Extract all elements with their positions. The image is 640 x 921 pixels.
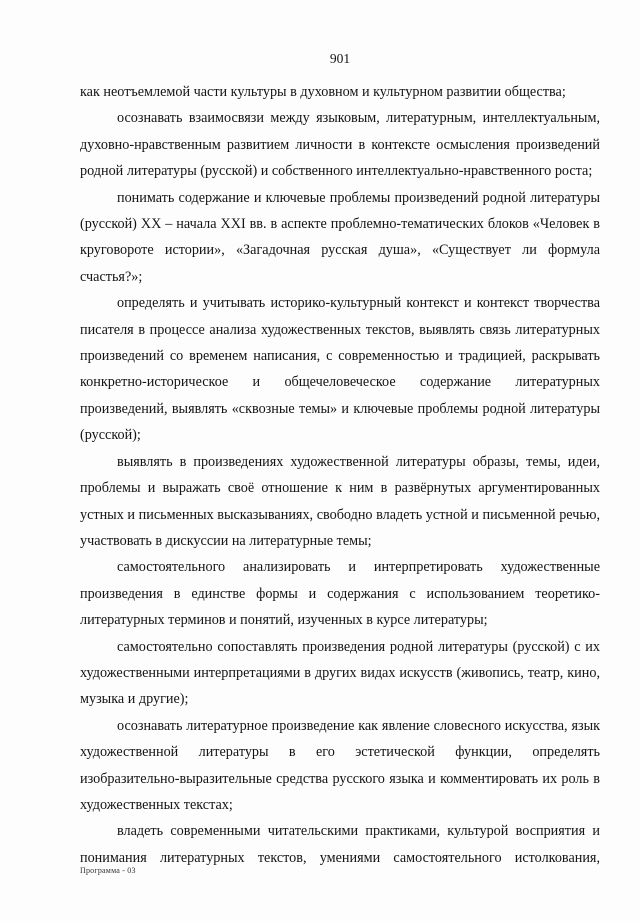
paragraph: самостоятельного анализировать и интерпретировать художественные произведения в единстве формы и содержания с использованием теоретико-литературных терминов и понятий, изученных в курсе литературы;	[80, 559, 600, 629]
page-number: 901	[329, 51, 351, 66]
paragraph: определять и учитывать историко-культурный контекст и контекст творчества писателя в процессе анализа художественных текстов, выявлять связь литературных произведений со временем написания, с современностью и традицией, раскрывать конкретно-историческое и общечеловеческое содержание литературных произведений, выявлять «сквозные темы» и ключевые проблемы родной литературы (русской);	[80, 295, 600, 444]
page-footer: Программа - 03	[80, 866, 136, 875]
paragraph: владеть современными читательскими практиками, культурой восприятия и понимания литературных текстов, умениями самостоятельного истолкования,	[80, 823, 600, 866]
paragraph: выявлять в произведениях художественной литературы образы, темы, идеи, проблемы и выражать своё отношение к ним в развёрнутых аргументированных устных и письменных высказываниях, свободно владеть устной и письменной речью, участвовать в дискуссии на литературные темы;	[80, 453, 600, 549]
paragraph: осознавать взаимосвязи между языковым, литературным, интеллектуальным, духовно-нравственным развитием личности в контексте осмысления произведений родной литературы (русской) и собственного интеллектуально-нравственного роста;	[80, 110, 600, 180]
paragraph: самостоятельно сопоставлять произведения родной литературы (русской) с их художественными интерпретациями в других видах искусств (живопись, театр, кино, музыка и другие);	[80, 638, 600, 708]
paragraph: как неотъемлемой части культуры в духовном и культурном развитии общества;	[80, 84, 566, 100]
paragraph: понимать содержание и ключевые проблемы произведений родной литературы (русской) XX – начала XXI вв. в аспекте проблемно-тематических блоков «Человек в круговороте истории», «Загадочная русская душа», «Существует ли формула счастья?»;	[80, 189, 600, 285]
document-body	[80, 79, 600, 871]
paragraph: осознавать литературное произведение как явление словесного искусства, язык художественной литературы в его эстетической функции, определять изобразительно-выразительные средства русского языка и комментировать их роль в художественных текстах;	[80, 717, 600, 813]
